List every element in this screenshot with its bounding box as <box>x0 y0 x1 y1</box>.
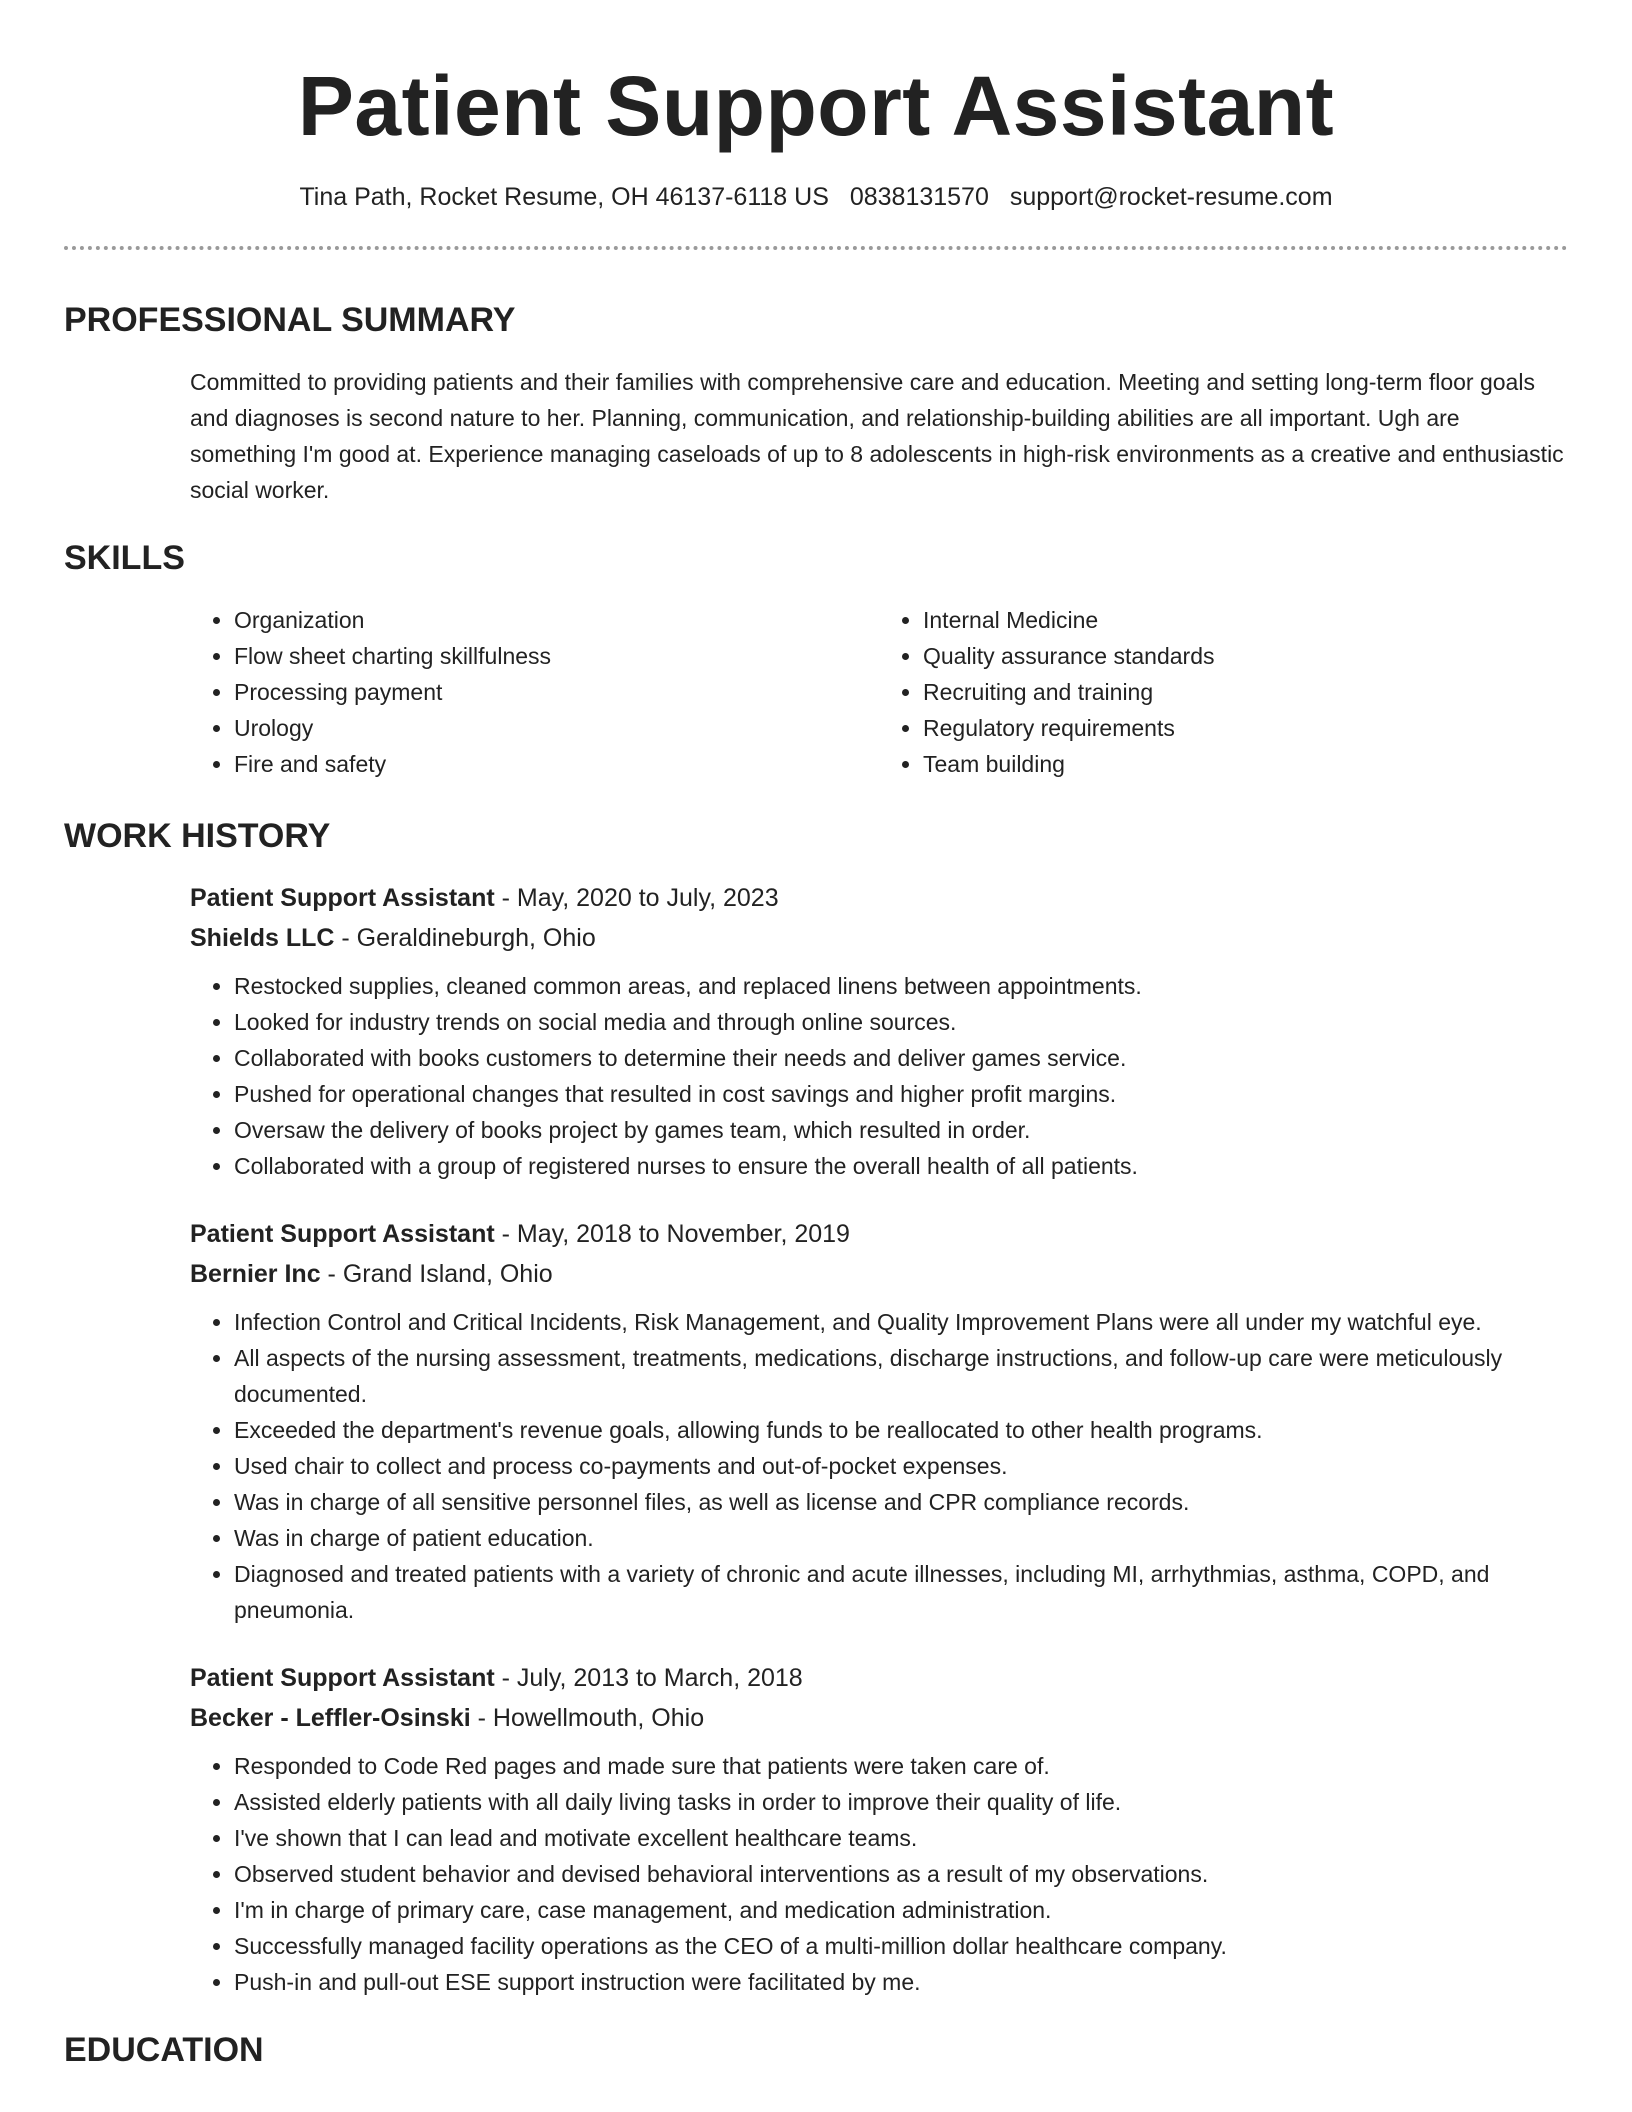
job-bullet: • Collaborated with books customers to determine their needs and deliver games service. <box>234 1040 1568 1076</box>
skill-item: • Internal Medicine <box>923 602 1568 638</box>
job-entry <box>190 1658 1568 2000</box>
education-heading: EDUCATION <box>64 2031 264 2069</box>
job-title-line <box>190 1658 1568 1698</box>
job-dates: - May, 2018 to November, 2019 <box>494 1220 850 1248</box>
job-bullet: • Exceeded the department's revenue goals, allowing funds to be reallocated to other health programs. <box>234 1412 1568 1448</box>
skill-item: • Processing payment <box>234 674 879 710</box>
job-location: - Grand Island, Ohio <box>320 1260 553 1288</box>
job-company-line <box>190 1698 1568 1738</box>
contact-email: support@rocket-resume.com <box>1009 183 1333 211</box>
job-bullet: • Was in charge of all sensitive personnel files, as well as license and CPR compliance records. <box>234 1484 1568 1520</box>
job-bullet: • Restocked supplies, cleaned common areas, and replaced linens between appointments. <box>234 968 1568 1004</box>
job-company-line <box>190 1254 1568 1294</box>
job-company-line <box>190 918 1568 958</box>
skill-item: • Fire and safety <box>234 746 879 782</box>
job-company: Becker - Leffler-Osinski <box>190 1704 471 1732</box>
contact-line <box>64 180 1568 214</box>
job-entry <box>190 878 1568 1184</box>
header-divider <box>64 246 1568 250</box>
job-bullet: • Was in charge of patient education. <box>234 1520 1568 1556</box>
contact-address: Tina Path, Rocket Resume, OH 46137-6118 US <box>299 183 829 211</box>
skill-item: • Urology <box>234 710 879 746</box>
skill-item: • Regulatory requirements <box>923 710 1568 746</box>
skills-column-left <box>190 602 879 782</box>
job-bullet: • Pushed for operational changes that resulted in cost savings and higher profit margins. <box>234 1076 1568 1112</box>
job-title-line <box>190 1214 1568 1254</box>
job-location: - Geraldineburgh, Ohio <box>334 924 596 952</box>
skill-item: • Organization <box>234 602 879 638</box>
job-dates: - May, 2020 to July, 2023 <box>494 884 779 912</box>
summary-heading: PROFESSIONAL SUMMARY <box>64 301 516 339</box>
job-bullet: • All aspects of the nursing assessment, treatments, medications, discharge instructions, and follow-up care were meticulously documented. <box>234 1340 1568 1412</box>
job-bullet: • Oversaw the delivery of books project by games team, which resulted in order. <box>234 1112 1568 1148</box>
skills-grid <box>190 602 1568 782</box>
job-company: Shields LLC <box>190 924 335 952</box>
job-bullets <box>190 1304 1568 1628</box>
job-bullet: • Responded to Code Red pages and made sure that patients were taken care of. <box>234 1748 1568 1784</box>
job-company: Bernier Inc <box>190 1260 321 1288</box>
work-history-heading: WORK HISTORY <box>64 817 331 855</box>
job-bullet: • Used chair to collect and process co-payments and out-of-pocket expenses. <box>234 1448 1568 1484</box>
skills-heading: SKILLS <box>64 539 185 577</box>
skill-item: • Quality assurance standards <box>923 638 1568 674</box>
job-bullet: • I'm in charge of primary care, case management, and medication administration. <box>234 1892 1568 1928</box>
job-bullet: • Looked for industry trends on social media and through online sources. <box>234 1004 1568 1040</box>
job-bullet: • I've shown that I can lead and motivate excellent healthcare teams. <box>234 1820 1568 1856</box>
job-bullet: • Push-in and pull-out ESE support instruction were facilitated by me. <box>234 1964 1568 2000</box>
job-title: Patient Support Assistant <box>190 1664 495 1692</box>
job-bullets <box>190 1748 1568 2000</box>
job-bullet: • Collaborated with a group of registered nurses to ensure the overall health of all patients. <box>234 1148 1568 1184</box>
skill-item: • Recruiting and training <box>923 674 1568 710</box>
job-bullet: • Successfully managed facility operations as the CEO of a multi-million dollar healthcare company. <box>234 1928 1568 1964</box>
job-title: Patient Support Assistant <box>190 884 495 912</box>
skills-column-right <box>879 602 1568 782</box>
resume-title: Patient Support Assistant <box>297 59 1335 153</box>
job-bullet: • Diagnosed and treated patients with a variety of chronic and acute illnesses, including MI, arrhythmias, asthma, COPD, and pneumonia. <box>234 1556 1568 1628</box>
job-bullet: • Assisted elderly patients with all daily living tasks in order to improve their quality of life. <box>234 1784 1568 1820</box>
job-bullets <box>190 968 1568 1184</box>
contact-phone: 0838131570 <box>849 183 989 211</box>
job-dates: - July, 2013 to March, 2018 <box>494 1664 803 1692</box>
job-bullet: • Infection Control and Critical Incidents, Risk Management, and Quality Improvement Plans were all under my watchful eye. <box>234 1304 1568 1340</box>
job-entry <box>190 1214 1568 1628</box>
skill-item: • Flow sheet charting skillfulness <box>234 638 879 674</box>
job-title: Patient Support Assistant <box>190 1220 495 1248</box>
job-title-line <box>190 878 1568 918</box>
job-location: - Howellmouth, Ohio <box>470 1704 705 1732</box>
skill-item: • Team building <box>923 746 1568 782</box>
job-bullet: • Observed student behavior and devised behavioral interventions as a result of my observations. <box>234 1856 1568 1892</box>
summary-text: Committed to providing patients and their families with comprehensive care and education. Meeting and setting long-term floor goals and diagnoses is second nature to her. Planning, communication, and relationship-building abilities are all important. Ugh are something I'm good at. Experience managing caseloads of up to 8 adolescents in high-risk environments as a creative and enthusiastic social worker. <box>190 369 1564 503</box>
